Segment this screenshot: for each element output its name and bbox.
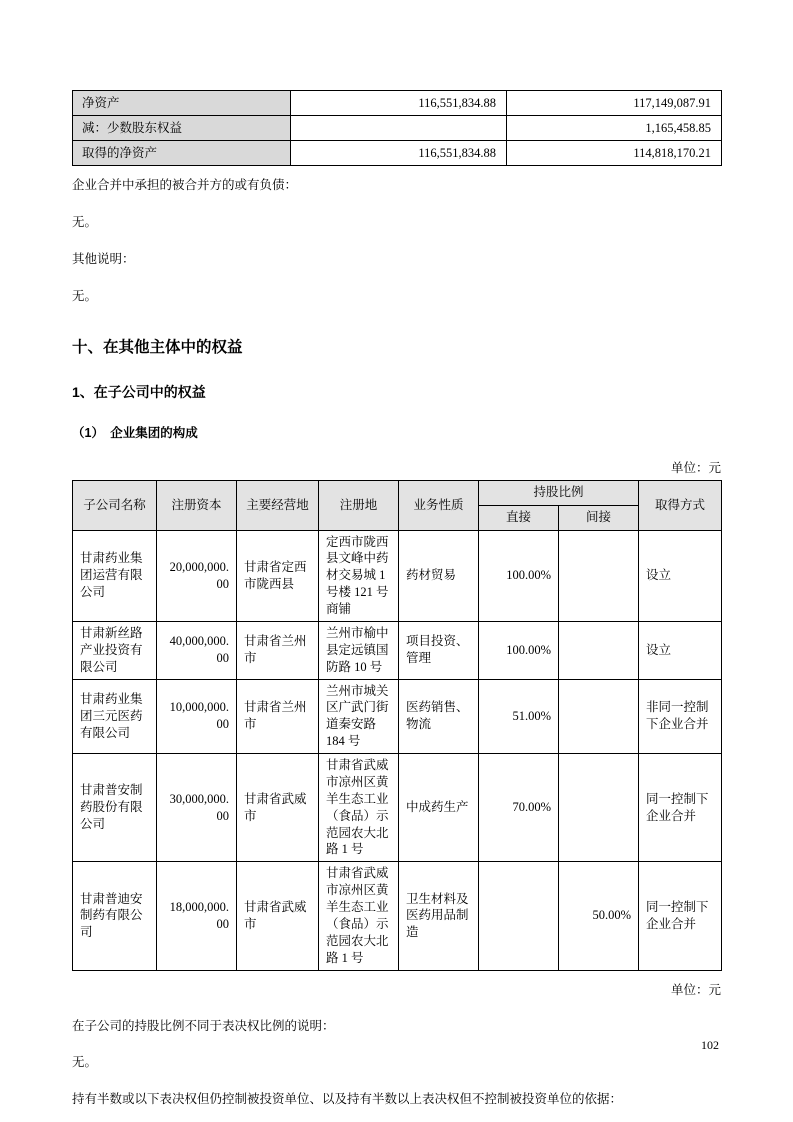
subsection-heading: 1、在子公司中的权益	[72, 383, 206, 400]
col-header-shareholding: 持股比例	[479, 480, 639, 505]
subsidiary-cell-registered-capital: 10,000,000.00	[157, 679, 237, 754]
net-assets-cell-current: 116,551,834.88	[291, 91, 507, 116]
subsidiary-cell-indirect	[559, 530, 639, 621]
subsidiary-row	[73, 679, 722, 754]
subsidiary-row	[73, 621, 722, 679]
net-assets-row	[73, 141, 722, 166]
col-header-registered-capital: 注册资本	[157, 480, 237, 530]
subsidiary-cell-indirect	[559, 621, 639, 679]
net-assets-cell-prior: 1,165,458.85	[507, 116, 722, 141]
subsidiary-cell-name: 甘肃药业集团三元医药有限公司	[73, 679, 157, 754]
paragraph-contingent-liabilities: 企业合并中承担的被合并方的或有负债：	[72, 178, 298, 192]
subsidiary-row	[73, 862, 722, 970]
net-assets-table	[72, 90, 722, 166]
subsidiary-cell-indirect	[559, 679, 639, 754]
subsidiary-cell-business-nature: 中成药生产	[399, 754, 479, 862]
subsidiary-cell-business-nature: 医药销售、物流	[399, 679, 479, 754]
subsidiary-row	[73, 754, 722, 862]
net-assets-cell-prior: 117,149,087.91	[507, 91, 722, 116]
col-header-main-place: 主要经营地	[237, 480, 319, 530]
subsidiary-cell-name: 甘肃普迪安制药有限公司	[73, 862, 157, 970]
subsidiary-cell-business-nature: 项目投资、管理	[399, 621, 479, 679]
net-assets-row	[73, 116, 722, 141]
section-heading: 十、在其他主体中的权益	[72, 338, 243, 356]
subsidiary-cell-main-place: 甘肃省兰州市	[237, 621, 319, 679]
subsidiary-cell-business-nature: 药材贸易	[399, 530, 479, 621]
subsidiary-cell-main-place: 甘肃省定西市陇西县	[237, 530, 319, 621]
col-header-business-nature: 业务性质	[399, 480, 479, 530]
subsidiary-cell-acquisition: 设立	[639, 621, 722, 679]
subsidiary-cell-registered-place: 定西市陇西县文峰中药材交易城 1 号楼 121 号商铺	[319, 530, 399, 621]
subsidiary-cell-name: 甘肃新丝路产业投资有限公司	[73, 621, 157, 679]
paragraph-none-1: 无。	[72, 214, 98, 229]
subsidiary-cell-registered-place: 甘肃省武威市凉州区黄羊生态工业（食品）示范园农大北路 1 号	[319, 754, 399, 862]
subsidiary-cell-registered-capital: 18,000,000.00	[157, 862, 237, 970]
subsidiary-cell-main-place: 甘肃省兰州市	[237, 679, 319, 754]
subsidiary-cell-registered-place: 兰州市榆中县定远镇国防路 10 号	[319, 621, 399, 679]
subsidiary-cell-direct: 70.00%	[479, 754, 559, 862]
net-assets-cell-label: 取得的净资产	[73, 141, 291, 166]
unit-label-below-table: 单位：元	[670, 982, 721, 997]
net-assets-cell-label: 净资产	[73, 91, 291, 116]
net-assets-cell-current	[291, 116, 507, 141]
subsidiary-cell-business-nature: 卫生材料及医药用品制造	[399, 862, 479, 970]
subsidiary-cell-main-place: 甘肃省武威市	[237, 862, 319, 970]
net-assets-cell-prior: 114,818,170.21	[507, 141, 722, 166]
subsidiary-cell-direct: 100.00%	[479, 530, 559, 621]
paragraph-none-2: 无。	[72, 288, 98, 303]
subsidiary-cell-name: 甘肃普安制药股份有限公司	[73, 754, 157, 862]
subsidiary-cell-main-place: 甘肃省武威市	[237, 754, 319, 862]
col-header-registered-place: 注册地	[319, 480, 399, 530]
page-number: 102	[701, 1038, 719, 1052]
subsidiary-table	[72, 480, 722, 971]
col-header-indirect: 间接	[559, 505, 639, 530]
paragraph-voting-note: 在子公司的持股比例不同于表决权比例的说明：	[72, 1018, 335, 1033]
subsidiary-cell-direct	[479, 862, 559, 970]
subsidiary-cell-acquisition: 同一控制下企业合并	[639, 754, 722, 862]
unit-label-above-table: 单位：元	[670, 460, 721, 475]
subsidiary-cell-acquisition: 非同一控制下企业合并	[639, 679, 722, 754]
subsidiary-cell-indirect	[559, 754, 639, 862]
net-assets-row	[73, 91, 722, 116]
net-assets-cell-label: 减：少数股东权益	[73, 116, 291, 141]
subsidiary-cell-direct: 100.00%	[479, 621, 559, 679]
col-header-name: 子公司名称	[73, 480, 157, 530]
subsidiary-cell-direct: 51.00%	[479, 679, 559, 754]
subsidiary-cell-acquisition: 设立	[639, 530, 722, 621]
col-header-acquisition: 取得方式	[639, 480, 722, 530]
subsidiary-row	[73, 530, 722, 621]
subsidiary-cell-registered-capital: 30,000,000.00	[157, 754, 237, 862]
subsidiary-cell-registered-capital: 40,000,000.00	[157, 621, 237, 679]
col-header-direct: 直接	[479, 505, 559, 530]
subsidiary-cell-name: 甘肃药业集团运营有限公司	[73, 530, 157, 621]
paragraph-basis-note: 持有半数或以下表决权但仍控制被投资单位、以及持有半数以上表决权但不控制被投资单位的依据：	[72, 1092, 623, 1107]
subsidiary-cell-registered-place: 兰州市城关区广武门街道秦安路 184 号	[319, 679, 399, 754]
subsidiary-table-header-row-1	[73, 480, 722, 505]
subsidiary-cell-registered-capital: 20,000,000.00	[157, 530, 237, 621]
net-assets-cell-current: 116,551,834.88	[291, 141, 507, 166]
paragraph-other-notes: 其他说明：	[72, 251, 135, 266]
subsidiary-cell-registered-place: 甘肃省武威市凉州区黄羊生态工业（食品）示范园农大北路 1 号	[319, 862, 399, 970]
subsidiary-cell-indirect: 50.00%	[559, 862, 639, 970]
item-heading: （1） 企业集团的构成	[72, 425, 198, 440]
paragraph-none-3: 无。	[72, 1055, 98, 1070]
subsidiary-cell-acquisition: 同一控制下企业合并	[639, 862, 722, 970]
